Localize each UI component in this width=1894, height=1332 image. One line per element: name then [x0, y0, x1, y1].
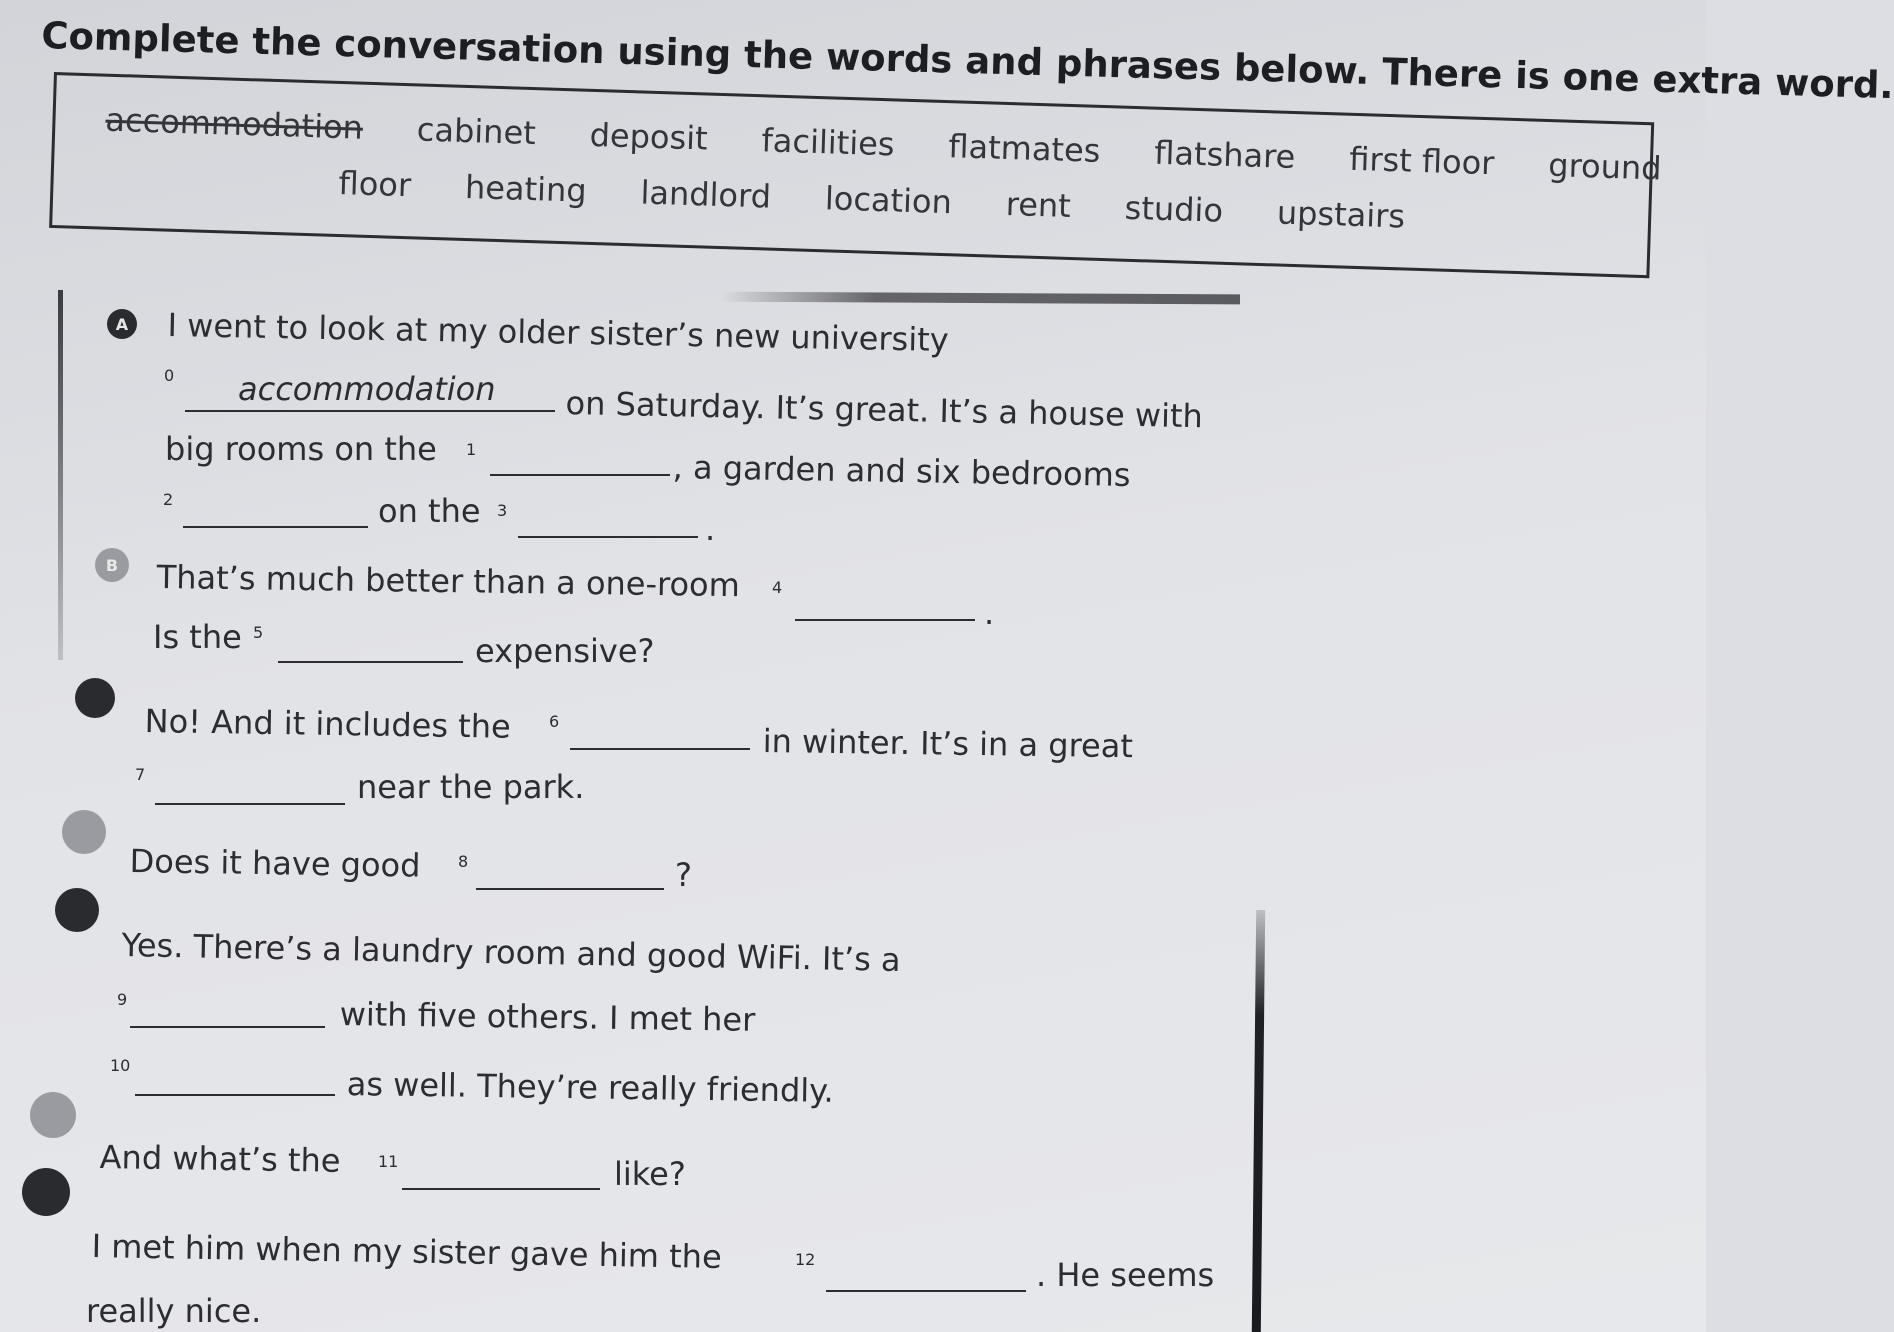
dialogue-line: as well. They’re really friendly. — [346, 1065, 834, 1110]
dialogue-line: on Saturday. It’s great. It’s a house with — [565, 384, 1204, 436]
dialogue-line: And what’s the — [99, 1138, 341, 1180]
answer-blank-0 — [185, 410, 555, 412]
word-bank-item: facilities — [761, 121, 896, 164]
dialogue-line: I went to look at my older sister’s new university — [167, 306, 950, 359]
word-bank-item: deposit — [589, 115, 709, 158]
word-bank-item: studio — [1124, 188, 1224, 230]
speaker-a-icon — [22, 1168, 70, 1216]
gap-number-5: 5 — [253, 623, 264, 642]
word-bank-item: location — [824, 179, 953, 222]
dialogue-line: , a garden and six bedrooms — [672, 448, 1131, 494]
speaker-a-icon — [107, 309, 137, 339]
dialogue-line: big rooms on the — [165, 430, 437, 468]
dialogue-line: No! And it includes the — [144, 702, 512, 746]
answer-blank-8 — [476, 888, 664, 890]
word-bank-item: heating — [464, 167, 588, 210]
gap-number-3: 3 — [497, 501, 508, 520]
gap-number-6: 6 — [549, 712, 560, 731]
gap-number-0: 0 — [164, 366, 175, 385]
dialogue-line: Is the — [153, 618, 242, 656]
word-bank-item: flatshare — [1153, 133, 1296, 177]
dialogue-line: in winter. It’s in a great — [762, 722, 1134, 766]
word-bank-item: ground — [1547, 145, 1663, 188]
answer-blank-1 — [490, 474, 670, 476]
answer-blank-5 — [278, 661, 463, 663]
answer-blank-3 — [518, 536, 698, 538]
dialogue-line: with five others. I met her — [339, 995, 756, 1039]
answer-blank-7 — [155, 803, 345, 805]
gap-number-8: 8 — [458, 852, 469, 871]
dialogue-line: Yes. There’s a laundry room and good WiFi. It’s a — [121, 926, 901, 979]
word-bank-item: flatmates — [947, 127, 1102, 170]
gap-number-4: 4 — [772, 578, 783, 597]
dialogue-line: near the park. — [357, 768, 585, 806]
gap-number-10: 10 — [110, 1056, 131, 1075]
answer-blank-11 — [402, 1188, 600, 1190]
speaker-a-icon — [75, 678, 115, 718]
word-bank-item: landlord — [639, 173, 772, 216]
gap-number-7: 7 — [135, 765, 146, 784]
answer-blank-12 — [826, 1290, 1026, 1292]
dialogue-line: That’s much better than a one-room — [156, 558, 741, 605]
dialogue-line: like? — [614, 1155, 686, 1193]
word-bank-item: rent — [1005, 184, 1072, 225]
speaker-b-label: B — [105, 555, 119, 575]
dialogue-line: expensive? — [475, 632, 655, 670]
speaker-a-label: A — [115, 314, 129, 334]
word-bank-item-crossed-out: accommodation — [104, 100, 364, 147]
example-answer: accommodation — [238, 370, 496, 408]
gap-number-9: 9 — [117, 990, 128, 1009]
gap-number-11: 11 — [378, 1152, 399, 1171]
dialogue-line: . — [705, 510, 716, 548]
speaker-b-icon — [95, 548, 129, 582]
word-bank-item: floor — [338, 164, 412, 205]
answer-blank-4 — [795, 619, 975, 621]
gap-number-2: 2 — [163, 490, 174, 509]
dialogue-line: . He seems — [1036, 1256, 1215, 1294]
dialogue-line: I met him when my sister gave him the — [91, 1227, 723, 1276]
answer-blank-6 — [570, 748, 750, 750]
dialogue-line: really nice. — [86, 1292, 262, 1330]
answer-blank-10 — [135, 1094, 335, 1096]
dialogue-line: on the — [378, 492, 481, 530]
gap-number-12: 12 — [795, 1250, 816, 1269]
speaker-b-icon — [30, 1092, 76, 1138]
answer-blank-9 — [130, 1026, 325, 1028]
word-bank-item: upstairs — [1276, 193, 1406, 236]
speaker-b-icon — [62, 810, 106, 854]
word-bank-item: cabinet — [416, 110, 537, 153]
exercise-instruction: Complete the conversation using the words and phrases below. There is one extra word. — [40, 14, 1894, 108]
gap-number-1: 1 — [466, 440, 477, 459]
dialogue-line: ? — [675, 856, 692, 894]
dialogue-line: . — [984, 594, 995, 632]
dialogue-line: Does it have good — [129, 842, 421, 885]
word-bank-item: first floor — [1348, 139, 1496, 183]
speaker-a-icon — [55, 888, 99, 932]
answer-blank-2 — [183, 526, 368, 528]
